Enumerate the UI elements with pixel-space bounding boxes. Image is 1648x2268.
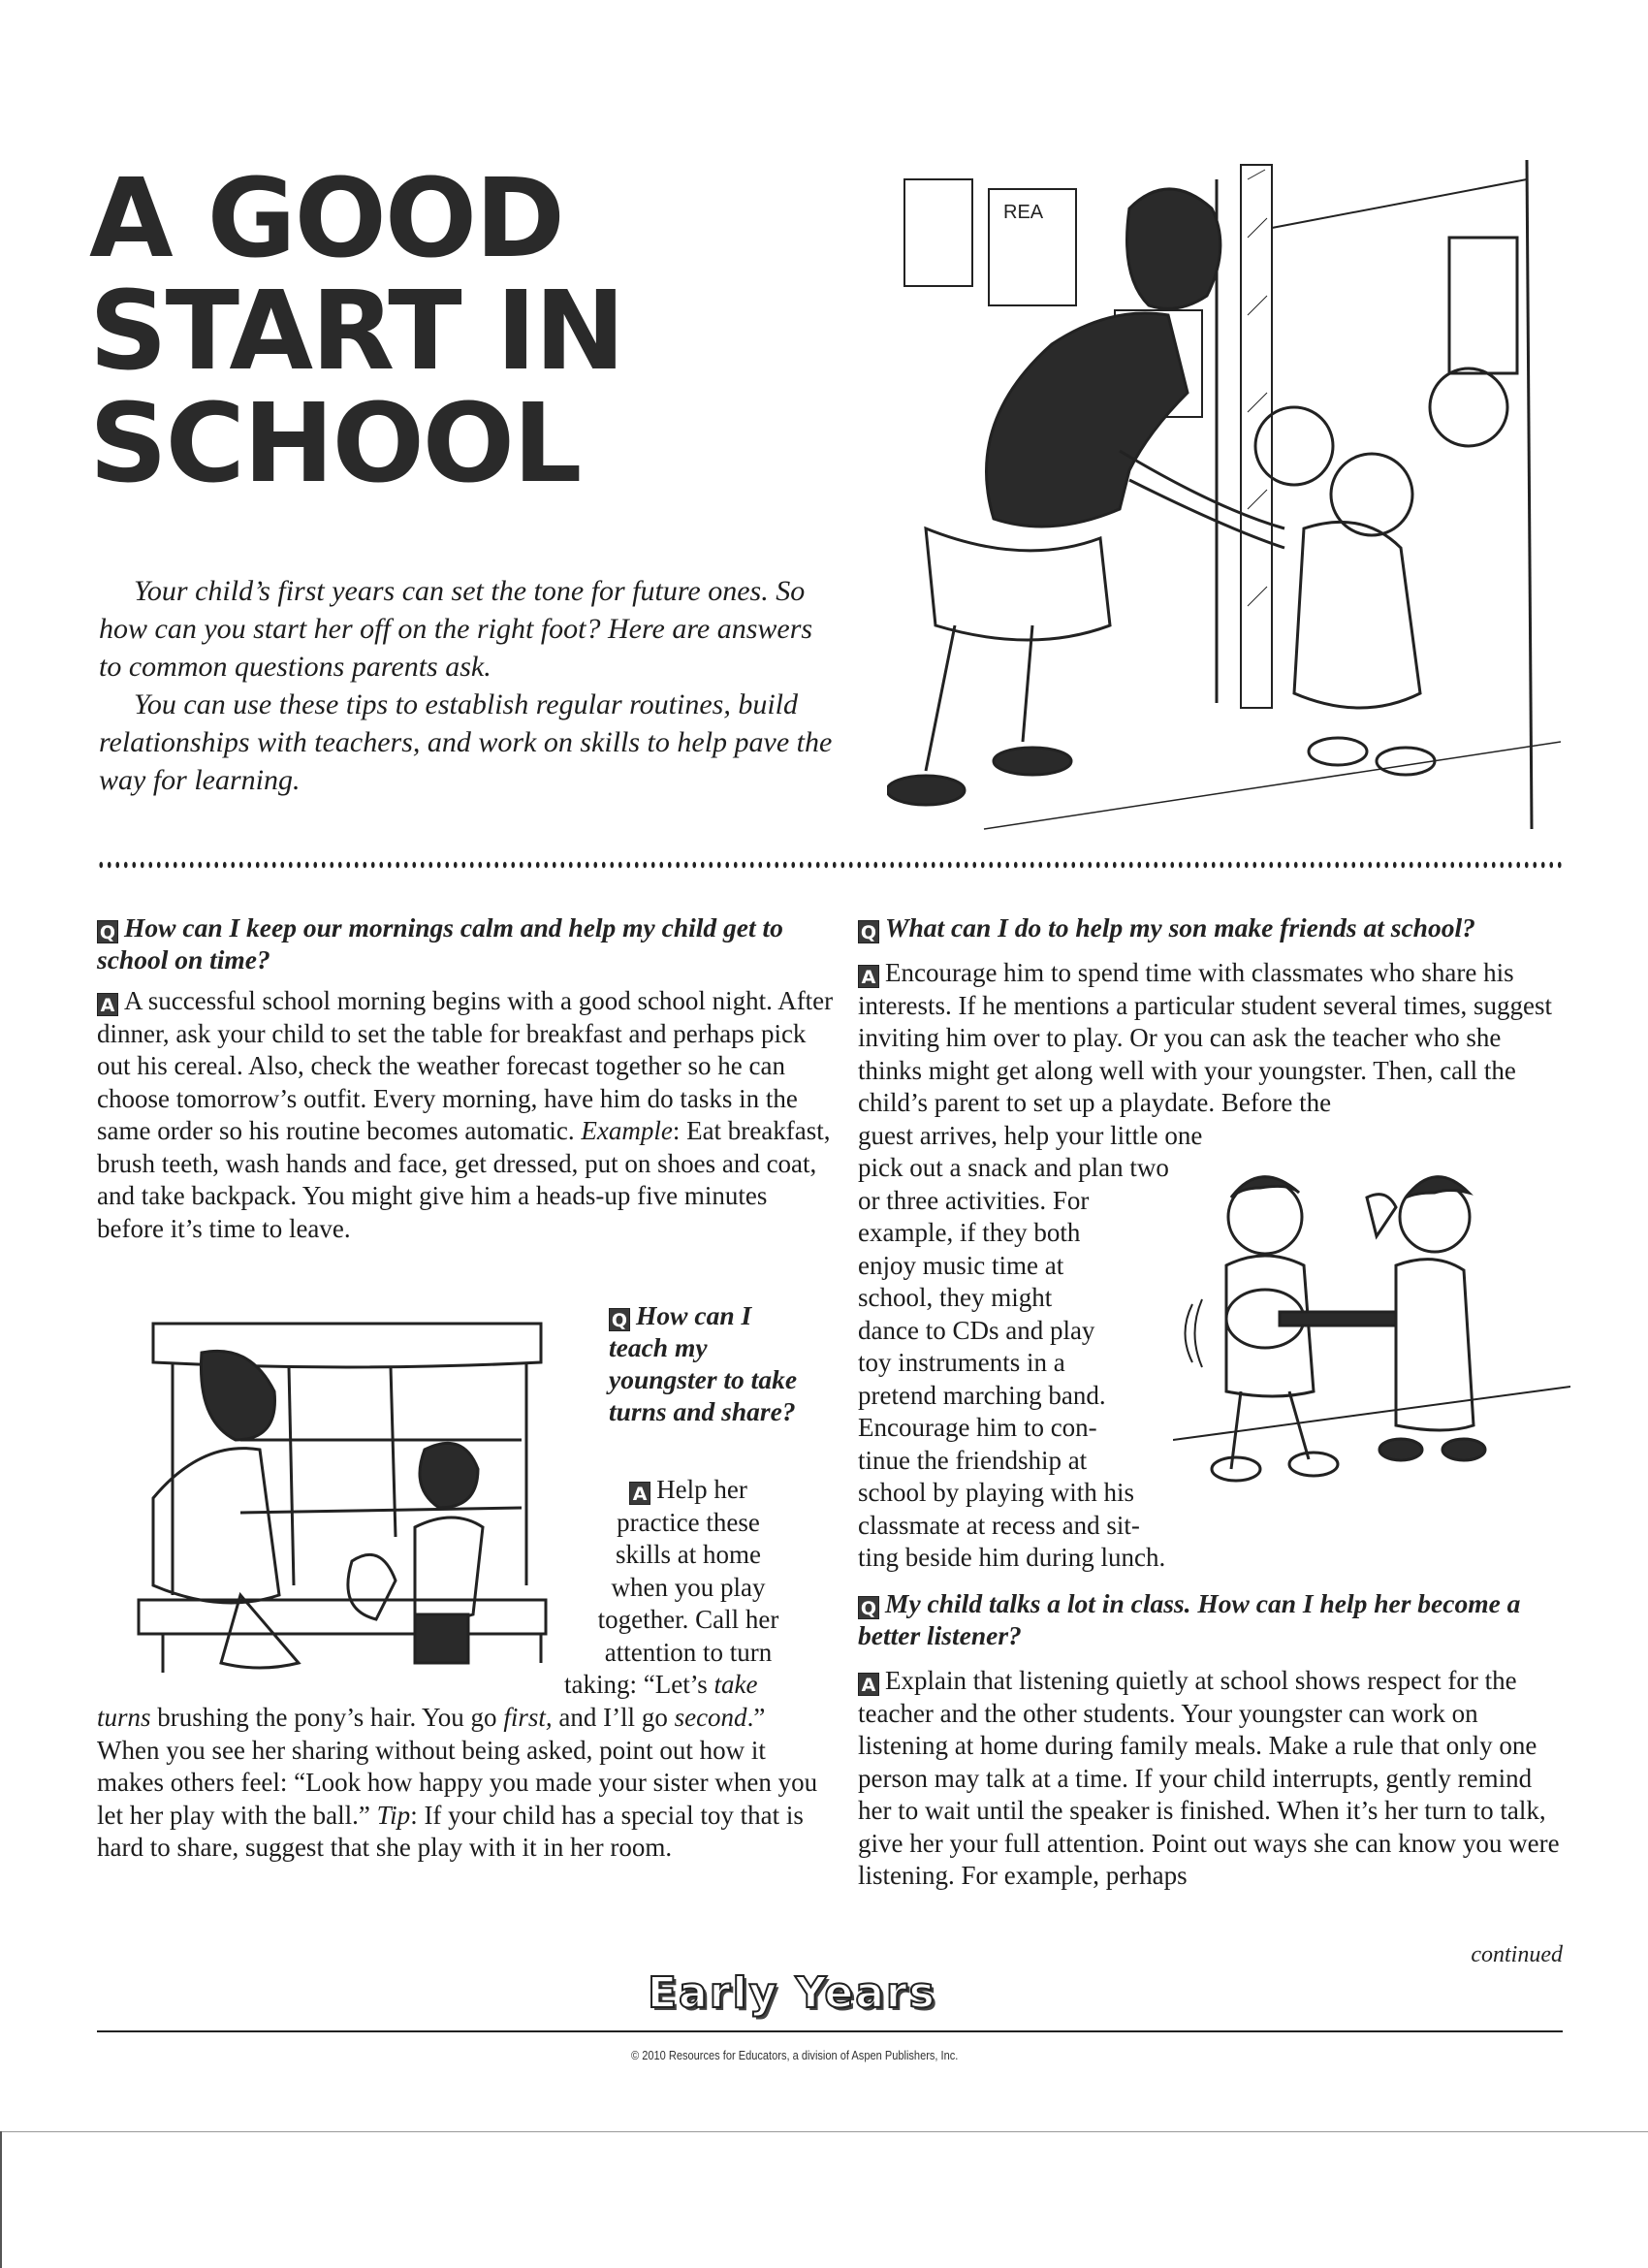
answer-text: A successful school morning begins with a good school night. After dinner, ask your child to set the table for breakfast and perhaps pick out his cereal. Also, check the weather forecast together so he can choose tomorrow’s outfit. Every morning, have him do tasks in the same order so his routine becomes automatic. [97, 986, 834, 1145]
question-badge-icon: Q [97, 920, 118, 943]
teacher-greeting-children-illustration [887, 160, 1561, 839]
answer-wrap-line: guest arrives, help your little one [858, 1120, 1203, 1150]
answer-take-turns-wrap [562, 1474, 814, 1669]
answer-wrap-line: example, if they both [858, 1218, 1081, 1247]
question-text: How can I keep our mornings calm and help my child get to school on time? [97, 912, 783, 974]
answer-wrap-line: Encourage him to con- [858, 1413, 1097, 1442]
answer-text: : Eat breakfast, brush teeth, wash hands and face, get dressed, put on shoes and coat, and take backpack. You might give him a heads-up five minutes before it’s time to leave. [97, 1116, 831, 1243]
question-mornings [97, 911, 834, 975]
answer-text: Help her [656, 1475, 747, 1504]
mother-daughter-toy-pony-illustration [134, 1304, 560, 1677]
boys-playing-music-illustration [1173, 1159, 1570, 1484]
answer-wrap-line: classmate at recess and sit- [858, 1510, 1140, 1540]
footer-rule [97, 2030, 1563, 2032]
question-badge-icon: Q [858, 1596, 879, 1619]
scan-edge-line [0, 2131, 1648, 2132]
dotted-separator [97, 861, 1563, 869]
answer-emphasis: Tip [376, 1800, 411, 1830]
answer-wrap-line: attention to turn [604, 1637, 773, 1667]
question-badge-icon: Q [858, 920, 879, 943]
intro-paragraph-1: Your child’s first years can set the tone for future ones. So how can you start her off on the right foot? Here are answers to common questions parents ask. [99, 575, 813, 683]
answer-wrap-line: practice these [617, 1507, 760, 1537]
answer-emphasis: first, [503, 1703, 553, 1732]
question-take-turns [609, 1299, 812, 1427]
answer-wrap-line: dance to CDs and play [858, 1315, 1095, 1345]
answer-wrap-line: enjoy music time at [858, 1250, 1064, 1280]
question-friends [858, 911, 1566, 943]
answer-badge-icon: A [629, 1482, 650, 1505]
svg-text:REA: REA [1003, 202, 1044, 223]
qa-block-listener [858, 1587, 1566, 1893]
answer-take-turns-lastwrap [564, 1669, 855, 1702]
answer-emphasis: take [713, 1670, 758, 1699]
answer-emphasis: Example [581, 1116, 673, 1145]
title-line-3: SCHOOL [89, 381, 581, 507]
answer-wrap-line: when you play [611, 1572, 766, 1602]
scan-edge-line [0, 2131, 2, 2268]
qa-block-mornings [97, 911, 834, 1245]
answer-text: .” When you see her sharing without being asked, point out how it makes others feel: “Look how happy you made your sister when you let her play with the ball.” [97, 1703, 818, 1830]
answer-take-turns [97, 1702, 834, 1865]
answer-badge-icon: A [858, 965, 879, 988]
page-title [89, 156, 826, 507]
answer-badge-icon: A [97, 993, 118, 1016]
answer-text: Explain that listening quietly at school shows respect for the teacher and the other students. Your youngster can work on listening at home during family meals. Make a rule that only one person may talk at a time. If your child interrupts, gently remind her to wait until the speaker is finished. When it’s her turn to talk, give her your full attention. Point out ways she can know you were listening. For example, perhaps [858, 1666, 1560, 1890]
intro-text [99, 572, 836, 799]
answer-wrap-line: pick out a snack and plan two [858, 1153, 1169, 1182]
copyright-notice: © 2010 Resources for Educators, a division of Aspen Publishers, Inc. [631, 2048, 959, 2062]
answer-emphasis: second [674, 1703, 747, 1732]
continued-label: continued [1471, 1942, 1563, 1967]
answer-wrap-line [562, 1474, 814, 1507]
intro-paragraph-2: You can use these tips to establish regular routines, build relationships with teachers, and work on skills to help pave the way for learning. [99, 688, 833, 796]
answer-wrap-line: or three activities. For [858, 1185, 1090, 1215]
question-text: How can I teach my youngster to take turns and share? [609, 1300, 798, 1426]
answer-text: taking: “Let’s [564, 1670, 714, 1699]
answer-emphasis: turns [97, 1703, 151, 1732]
answer-mornings [97, 985, 834, 1245]
answer-wrap-line: together. Call her [597, 1605, 779, 1634]
answer-wrap-line: skills at home [616, 1540, 761, 1569]
answer-badge-icon: A [858, 1673, 879, 1696]
answer-wrap-line: ting beside him during lunch. [858, 1543, 1166, 1572]
question-text: What can I do to help my son make friends at school? [885, 912, 1475, 942]
title-line-1: A GOOD [89, 156, 563, 282]
title-line-2: START IN [89, 269, 624, 395]
answer-text: brushing the pony’s hair. You go [150, 1703, 504, 1732]
answer-wrap-line: pretend marching band. [858, 1380, 1106, 1410]
answer-wrap-line: school by playing with his [858, 1478, 1134, 1507]
answer-listener [858, 1665, 1566, 1893]
answer-wrap-line: school, they might [858, 1283, 1053, 1312]
question-text: My child talks a lot in class. How can I help her become a better listener? [858, 1588, 1521, 1650]
question-listener [858, 1587, 1566, 1651]
question-badge-icon: Q [609, 1308, 630, 1331]
answer-friends [858, 957, 1566, 1120]
answer-wrap-line: tinue the friendship at [858, 1445, 1088, 1475]
answer-text: Encourage him to spend time with classmates who share his interests. If he mentions a particular student several times, suggest inviting him over to play. Or you can ask the teacher who she thinks might get along well with your youngster. Then, call the child’s parent to set up a playdate. Before the [858, 958, 1553, 1117]
early-years-logo: Early Years [648, 1968, 936, 2018]
answer-text: : If your child has a special toy that is hard to share, suggest that she play with it in her room. [97, 1800, 804, 1862]
answer-text: and I’ll go [552, 1703, 675, 1732]
answer-wrap-line: toy instruments in a [858, 1348, 1065, 1377]
